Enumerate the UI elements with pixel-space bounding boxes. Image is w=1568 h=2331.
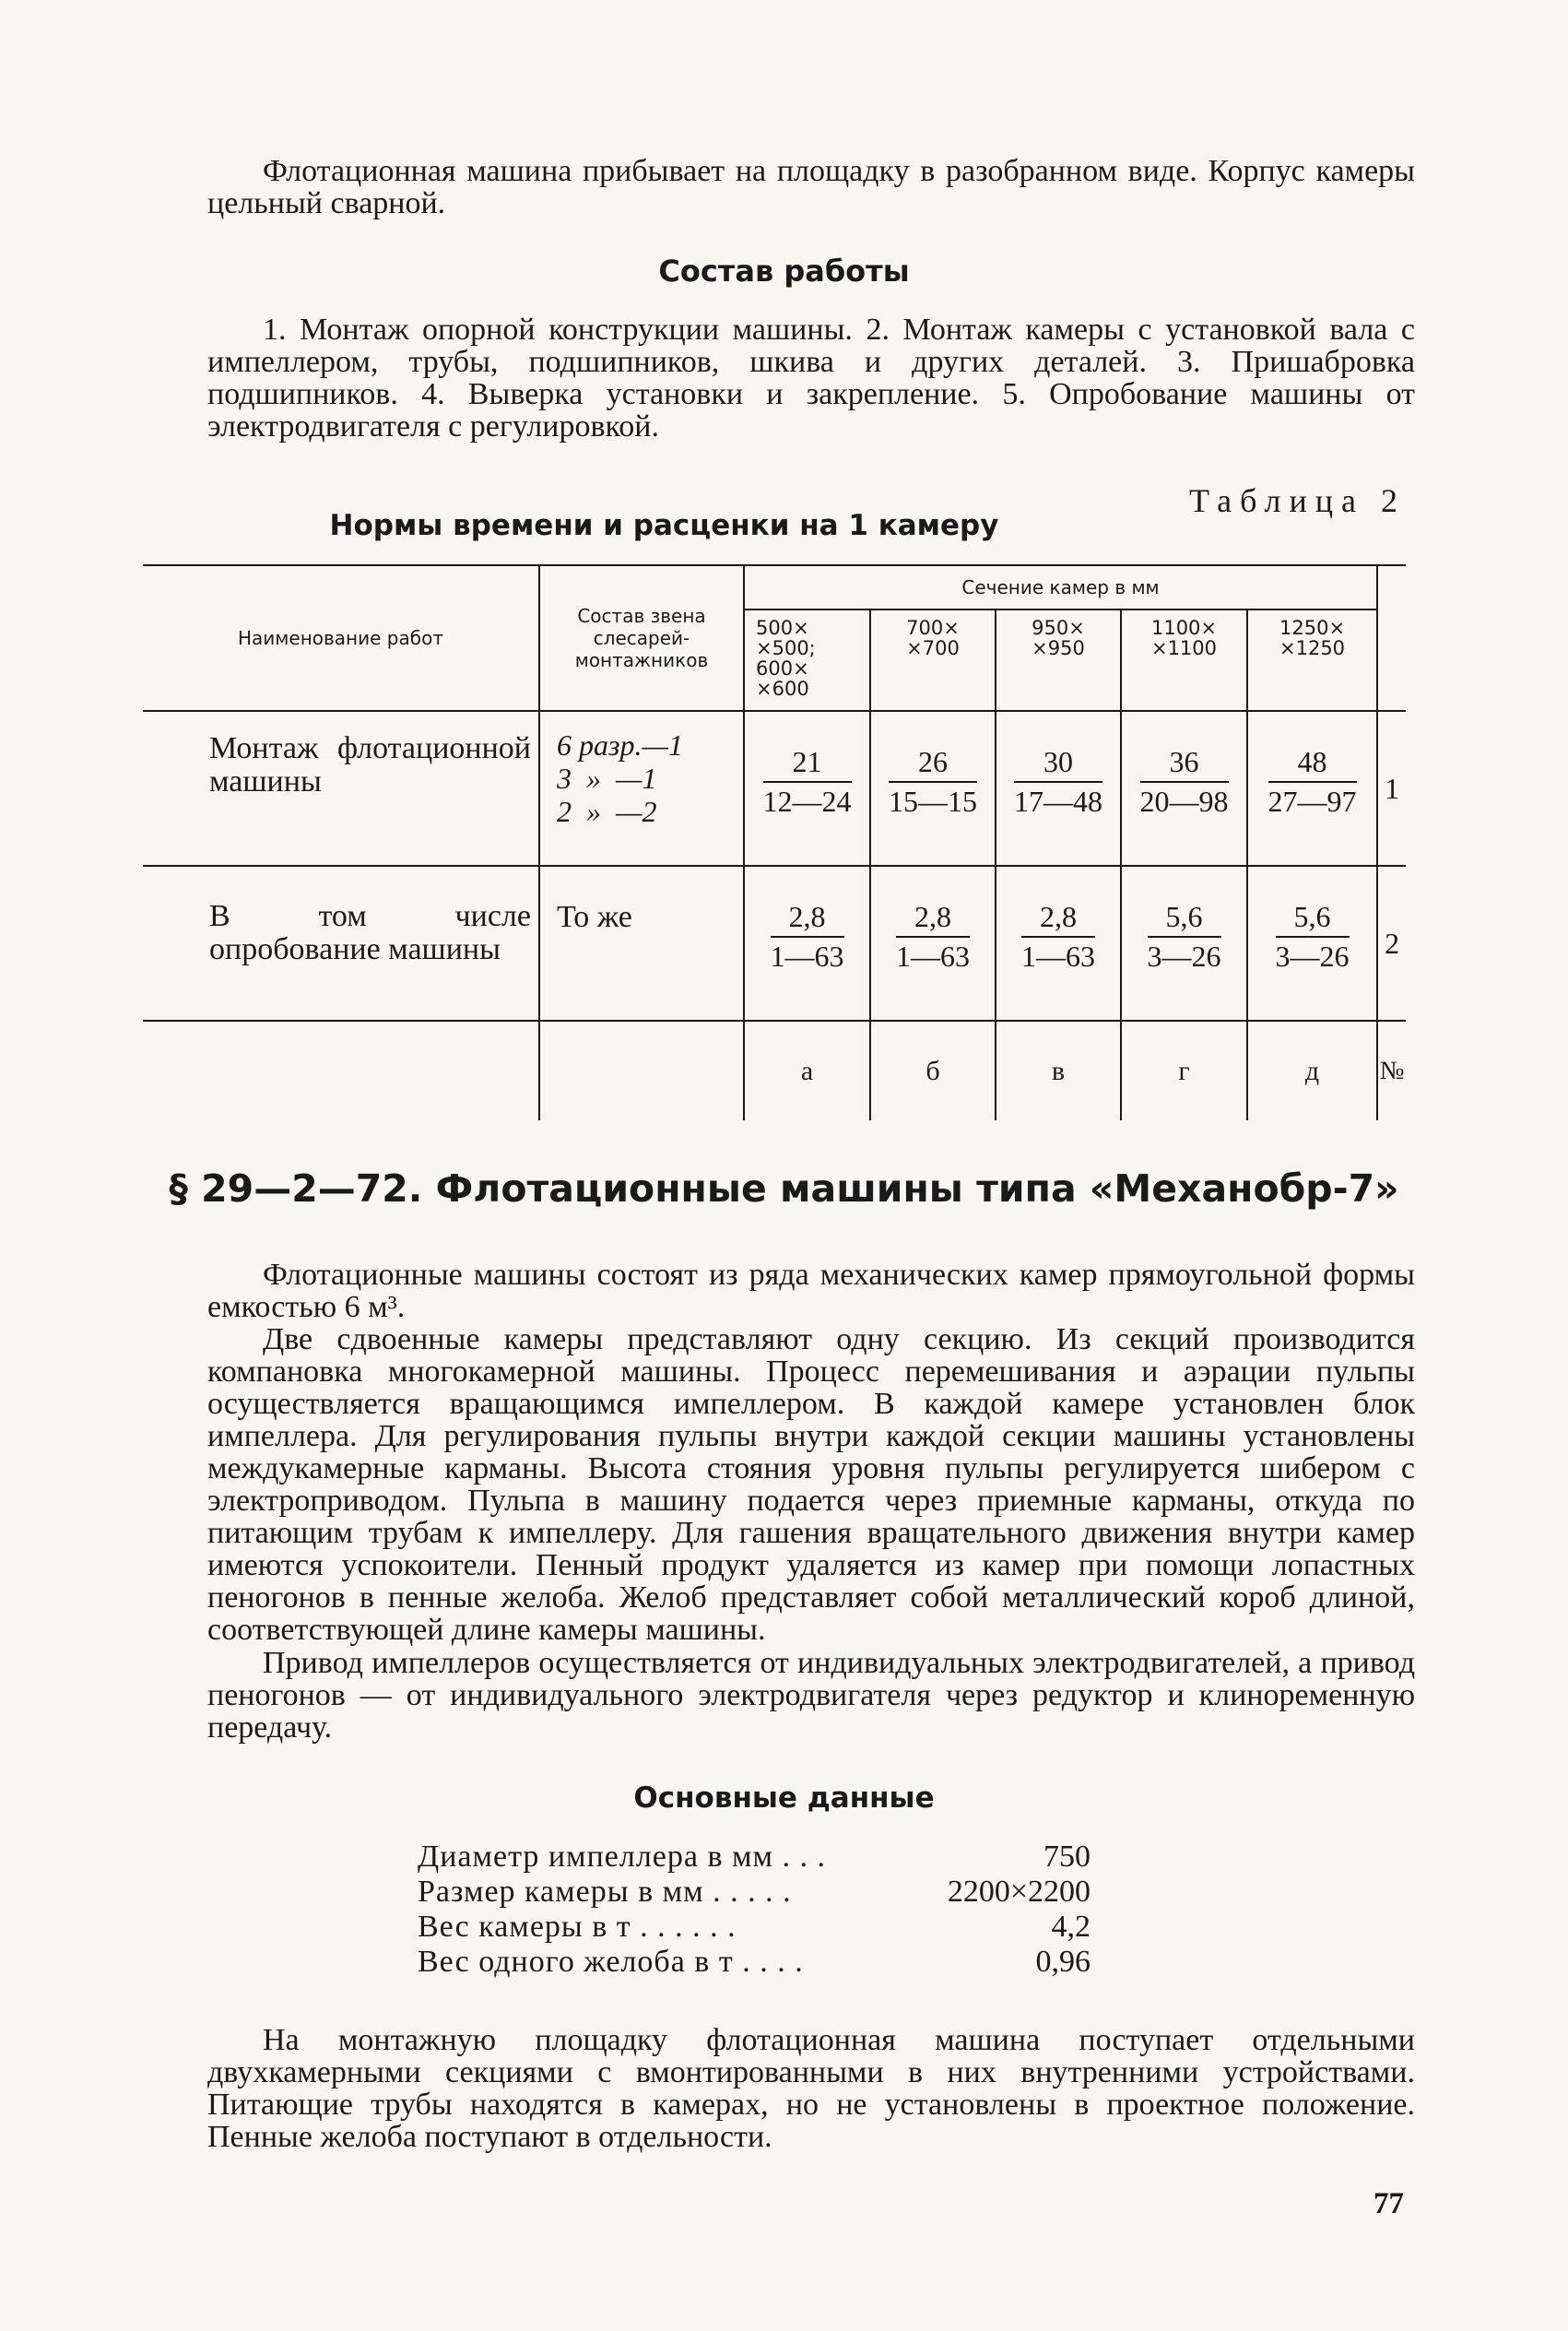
col-section-label: Сечение камер в мм (961, 576, 1160, 598)
col-work-label: Наименование работ (238, 627, 443, 649)
work-composition-paragraph: 1. Монтаж опорной конструкции машины. 2. Монтаж камеры с установкой вала с импеллером, трубы, подшипников, шкива и других деталей. 3. Пришабровка подшипников. 4. Выверка установки и закрепление. 5. Опробование машины от электродвигателя с регулировкой. (207, 313, 1415, 444)
norm-time: 30 (1014, 745, 1102, 783)
norm-time: 26 (889, 745, 977, 783)
rate-fraction (1268, 745, 1357, 819)
row2-crew (539, 866, 744, 1021)
rate-cell (870, 866, 996, 1021)
table-row (143, 711, 1406, 866)
spec-label: Размер камеры в мм . . . . . (418, 1875, 792, 1909)
size-header-d (1121, 609, 1247, 711)
footer-empty (143, 1021, 539, 1120)
spec-value: 4,2 (1051, 1910, 1091, 1944)
paragraph-2: Две сдвоенные камеры представляют одну секцию. Из секций производится компановка многокамерной машины. Процесс перемешивания и аэрации пульпы осуществляется вращающимся импеллером. В каждой камере установлен блок импеллера. Для регулирования пульпы внутри каждой секции машины установлены междукамерные карманы. Высота стояния уровня пульпы регулируется шибером с электроприводом. Пульпа в машину подается через приемные карманы, откуда по питающим трубам к импеллеру. Для гашения вращательного движения внутри камер имеются успокоители. Пенный продукт удаляется из камер при помощи лопастных пеногонов в пенные желоба. Желоб представляет собой металлический короб длиной, соответствующей длине камеры машины. (207, 1322, 1415, 1647)
table-footer-row (143, 1021, 1406, 1120)
rate-cell (996, 866, 1121, 1021)
rate-cell (744, 866, 870, 1021)
footer-letter (1121, 1021, 1247, 1120)
rate-price: 3—26 (1147, 940, 1221, 973)
spec-value: 0,96 (1035, 1945, 1091, 1979)
spec-row (418, 1910, 1091, 1945)
table-caption: Нормы времени и расценки на 1 камеру (329, 509, 999, 542)
column-letter: а (800, 1055, 814, 1086)
crew-line: 2 » —2 (557, 795, 657, 828)
norms-table (143, 564, 1406, 1120)
rate-price: 17—48 (1014, 785, 1102, 818)
column-letter: в (1051, 1055, 1066, 1086)
spec-row (418, 1875, 1091, 1910)
col-crew-label: Состав звена слесарей-монтажников (574, 605, 709, 671)
data-heading: Основные данные (633, 1781, 935, 1815)
work-heading: Состав работы (658, 254, 910, 289)
size-label-e: 1250× ×1250 (1279, 617, 1346, 659)
norm-time: 5,6 (1148, 900, 1221, 938)
col-work-header (143, 565, 539, 711)
norm-time: 36 (1140, 745, 1229, 783)
row2-name (143, 866, 539, 1021)
footer-letter (870, 1021, 996, 1120)
size-header-b (870, 609, 996, 711)
row1-name (143, 711, 539, 866)
size-label-d: 1100× ×1100 (1150, 617, 1218, 659)
rate-cell (1121, 866, 1247, 1021)
number-sign: № (1379, 1056, 1405, 1085)
footer-letter (996, 1021, 1121, 1120)
rate-fraction (1148, 900, 1221, 974)
paragraph-1: Флотационные машины состоят из ряда механических камер прямоугольной формы емкостью 6 м³. (207, 1258, 1415, 1324)
column-letter: д (1304, 1055, 1320, 1086)
rate-price: 1—63 (896, 940, 970, 973)
rate-fraction (1014, 745, 1102, 819)
rate-cell (1247, 711, 1377, 866)
section-title: § 29—2—72. Флотационные машины типа «Механобр-7» (169, 1166, 1399, 1211)
spec-label: Вес камеры в т . . . . . . (418, 1910, 737, 1944)
rate-cell (1247, 866, 1377, 1021)
spec-label: Диаметр импеллера в мм . . . (418, 1840, 827, 1874)
rate-price: 27—97 (1267, 785, 1357, 818)
intro-paragraph: Флотационная машина прибывает на площадку в разобранном виде. Корпус камеры цельный сварной. (207, 154, 1415, 220)
paragraph-3: Привод импеллеров осуществляется от индивидуальных электродвигателей, а привод пеногонов — от индивидуального электродвигателя через редуктор и клиноременную передачу. (207, 1646, 1415, 1745)
col-section-header (744, 565, 1377, 609)
row-number (1377, 866, 1406, 1021)
rate-price: 1—63 (1021, 940, 1095, 973)
size-header-a (744, 609, 870, 711)
rate-cell (996, 711, 1121, 866)
spec-label: Вес одного желоба в т . . . . (418, 1945, 804, 1979)
norm-time: 5,6 (1276, 900, 1350, 938)
page-number: 77 (1373, 2187, 1404, 2220)
norm-time: 2,8 (896, 900, 970, 938)
row-number (1377, 711, 1406, 866)
rate-fraction (896, 900, 970, 974)
spec-value: 2200×2200 (947, 1875, 1091, 1909)
rate-fraction (1140, 745, 1229, 819)
size-header-c (996, 609, 1121, 711)
size-header-e (1247, 609, 1377, 711)
rate-price: 12—24 (762, 785, 852, 818)
table-label: Таблица 2 (1189, 482, 1406, 519)
spec-value: 750 (1043, 1840, 1091, 1874)
size-label-b: 700× ×700 (906, 617, 960, 659)
crew-line: 3 » —1 (557, 762, 657, 795)
row1-crew (539, 711, 744, 866)
rate-price: 15—15 (889, 785, 977, 818)
row-number-text: 1 (1385, 771, 1400, 805)
row2-name-text: В том числе опробование машины (209, 899, 531, 966)
spec-row (418, 1840, 1091, 1875)
norm-time: 2,8 (771, 900, 844, 938)
size-label-a: 500× ×500; 600× ×600 (756, 617, 816, 700)
footer-letter (744, 1021, 870, 1120)
rate-fraction (1021, 900, 1095, 974)
col-no-header (1377, 565, 1406, 711)
size-label-c: 950× ×950 (1032, 617, 1085, 659)
column-letter: г (1178, 1055, 1190, 1086)
rate-cell (744, 711, 870, 866)
col-crew-header (539, 565, 744, 711)
crew-line: То же (557, 900, 632, 934)
footer-letter (1377, 1021, 1406, 1120)
column-letter: б (925, 1055, 940, 1086)
rate-fraction (771, 900, 844, 974)
specs-list (418, 1840, 1091, 1980)
table-row (143, 866, 1406, 1021)
table-header-row-top (143, 565, 1406, 609)
rate-cell (870, 711, 996, 866)
row1-name-text: Монтаж флотационной машины (209, 731, 531, 799)
norm-time: 2,8 (1021, 900, 1095, 938)
rate-price: 3—26 (1275, 940, 1350, 973)
norm-time: 48 (1268, 745, 1357, 783)
row-number-text: 2 (1385, 926, 1400, 960)
rate-fraction (889, 745, 977, 819)
spec-row (418, 1945, 1091, 1980)
norm-time: 21 (763, 745, 852, 783)
crew-line: 6 разр.—1 (557, 728, 683, 762)
rate-price: 20—98 (1139, 785, 1229, 818)
rate-fraction (763, 745, 852, 819)
rate-cell (1121, 711, 1247, 866)
rate-price: 1—63 (770, 940, 844, 973)
footer-letter (1247, 1021, 1377, 1120)
paragraph-4: На монтажную площадку флотационная машина поступает отдельными двухкамерными секциями с вмонтированными в них внутренними устройствами. Питающие трубы находятся в камерах, но не установлены в проектное положение. Пенные желоба поступают в отдельности. (207, 2023, 1415, 2154)
rate-fraction (1276, 900, 1350, 974)
footer-empty (539, 1021, 744, 1120)
